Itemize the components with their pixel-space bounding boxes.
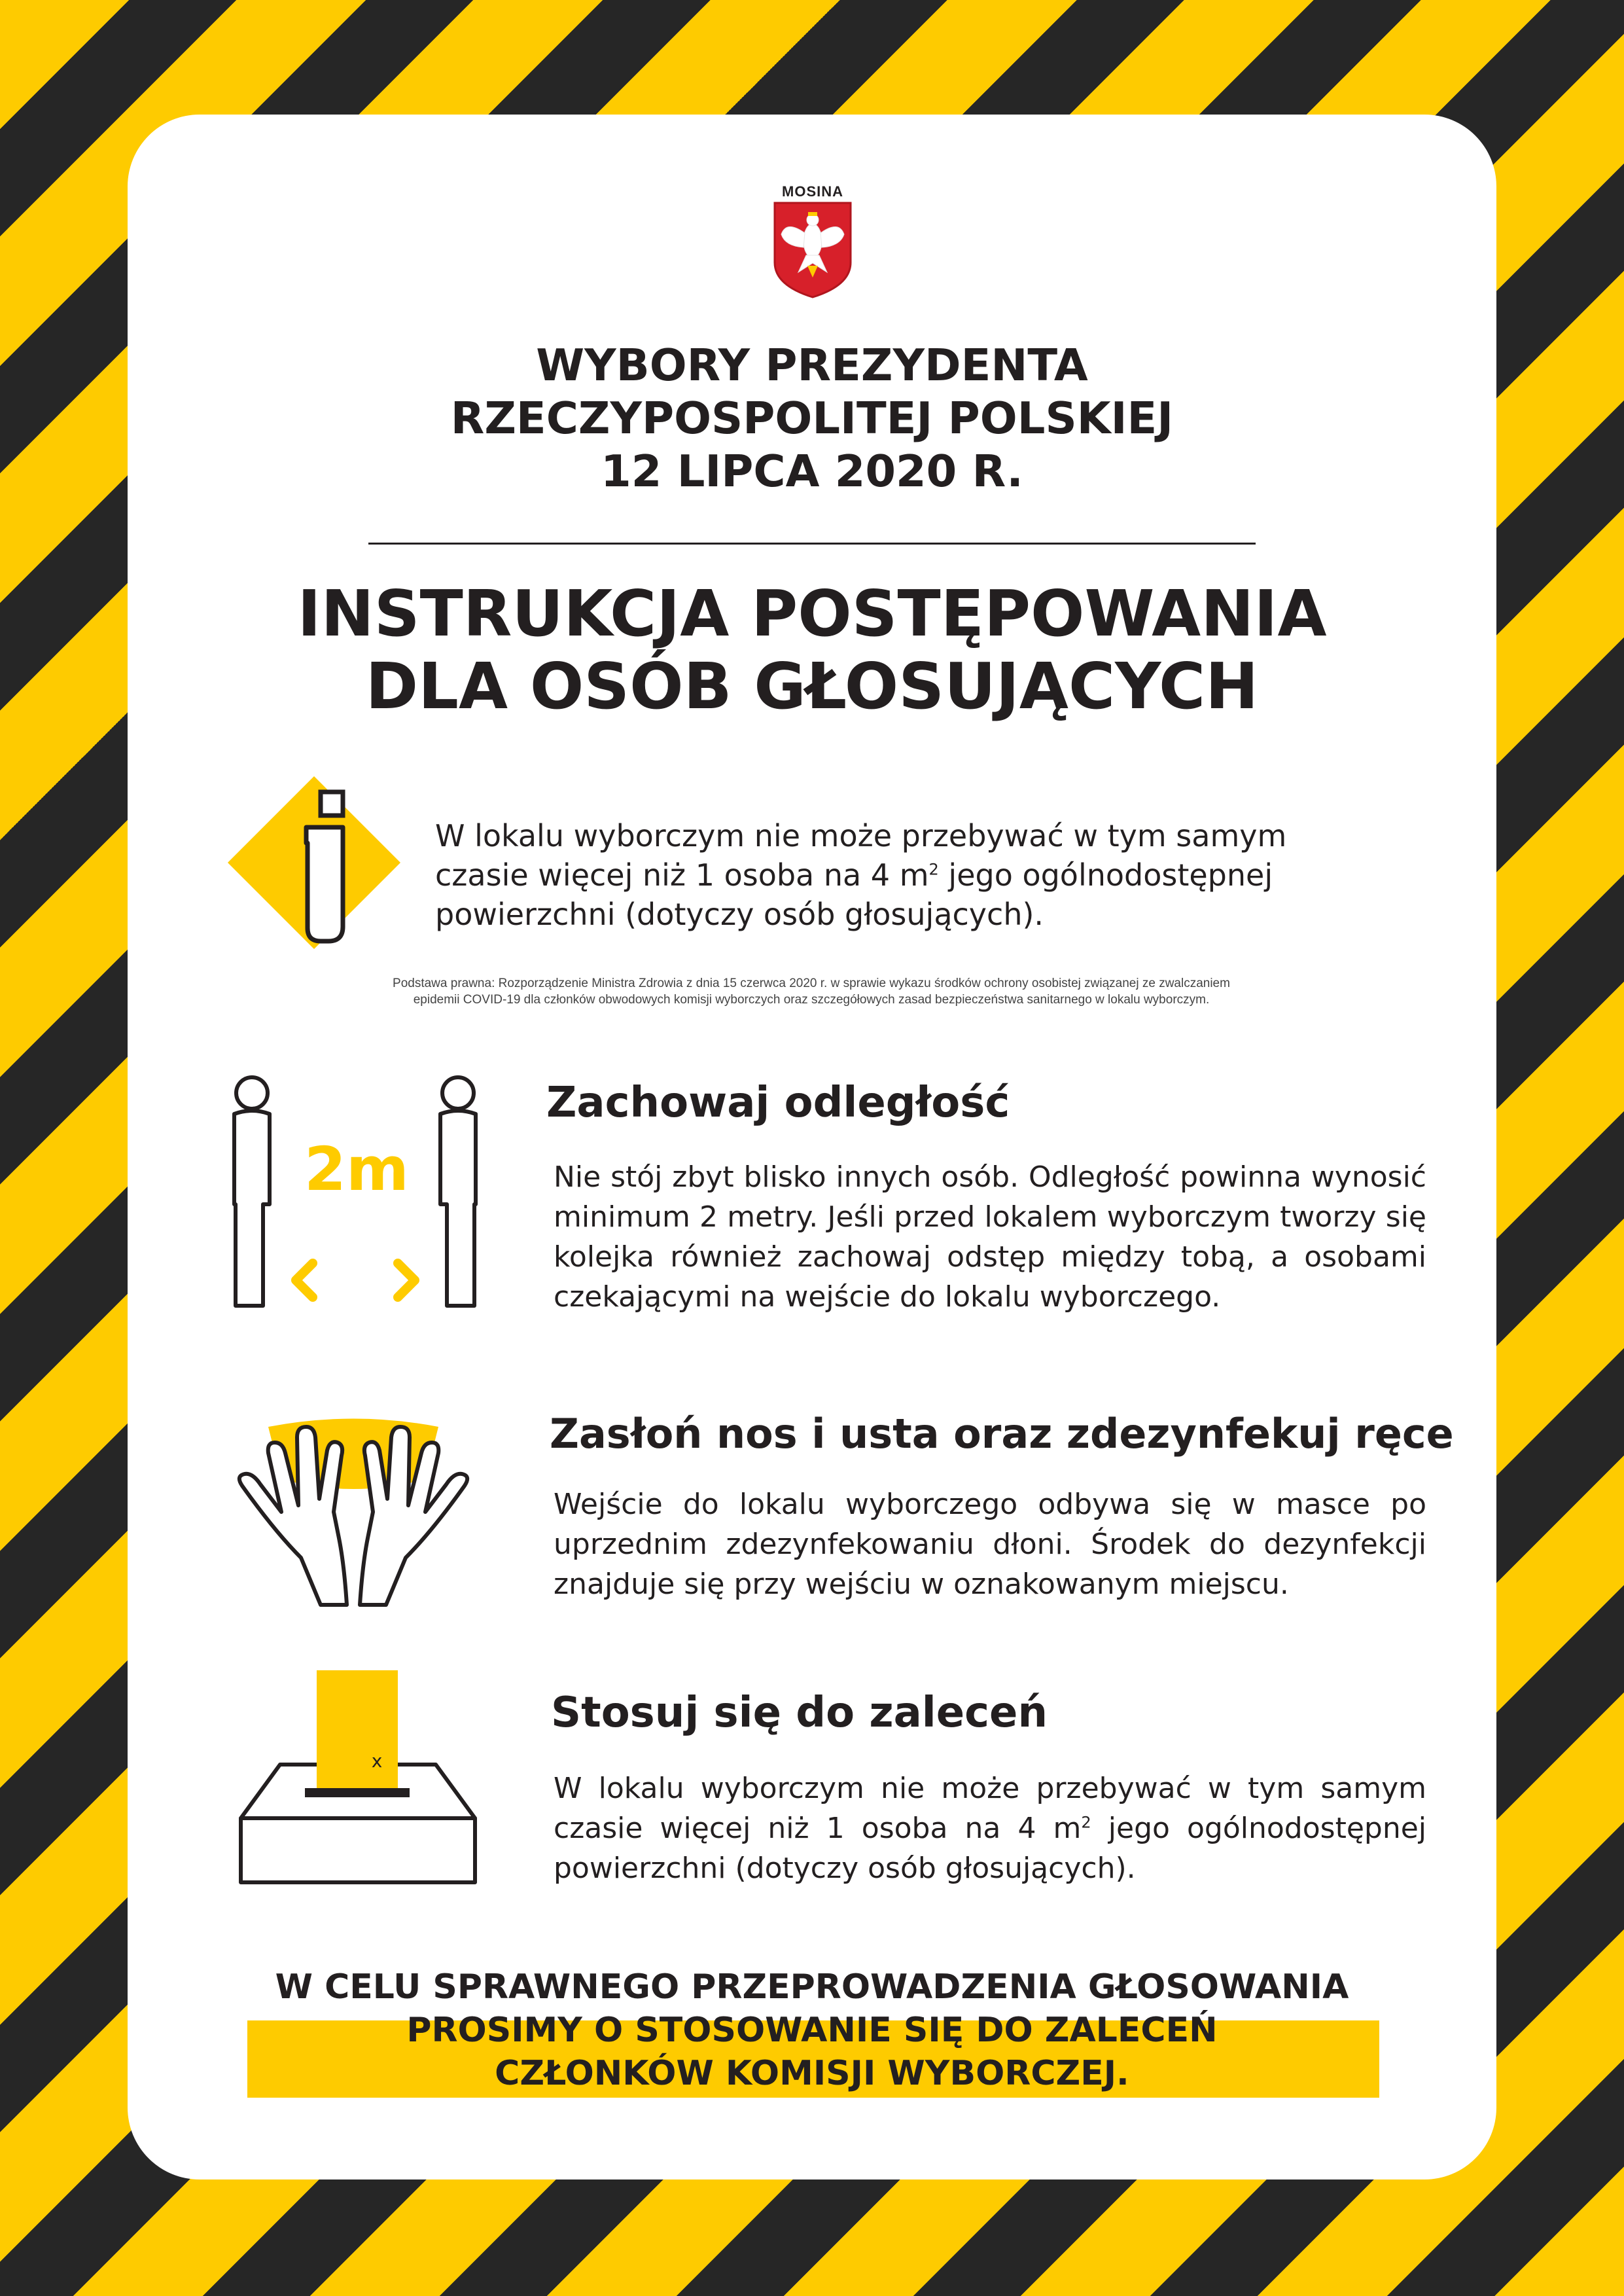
election-title-line: RZECZYPOSPOLITEJ POLSKIEJ bbox=[450, 393, 1174, 444]
info-text-sup: 2 bbox=[928, 860, 939, 879]
instruction-title-line: DLA OSÓB GŁOSUJĄCYCH bbox=[365, 649, 1259, 723]
section-title: Zachowaj odległość bbox=[546, 1079, 1010, 1127]
section-title: Zasłoń nos i usta oraz zdezynfekuj ręce bbox=[550, 1410, 1454, 1458]
section-body: Wejście do lokalu wyborczego odbywa się w masce po uprzednim zdezynfekowaniu dłoni. Środek do dezynfekcji znajduje się przy wejściu w oznakowanym miejscu. bbox=[554, 1488, 1426, 1601]
info-icon bbox=[222, 771, 406, 954]
two-people-distance-icon bbox=[222, 1073, 484, 1316]
section-body bbox=[554, 1768, 1426, 1888]
section-body-sup: 2 bbox=[1081, 1813, 1091, 1832]
mosina-crest bbox=[772, 183, 853, 301]
mosina-coat-of-arms-icon bbox=[772, 200, 853, 298]
election-date-line: 12 LIPCA 2020 R. bbox=[601, 446, 1023, 497]
instruction-title bbox=[158, 577, 1466, 723]
hands-mask-icon bbox=[229, 1414, 478, 1610]
closing-line: W CELU SPRAWNEGO PRZEPROWADZENIA GŁOSOWANIA bbox=[275, 1967, 1349, 2007]
info-text-end: jego ogólnodostępnej powierzchni (dotyczy osób głosujących). bbox=[435, 857, 1273, 932]
legal-basis bbox=[288, 975, 1335, 1008]
election-title bbox=[158, 339, 1466, 498]
section-body-main: W lokalu wyborczym nie może przebywać w tym samym czasie więcej niż 1 osoba na 4 m bbox=[554, 1772, 1426, 1845]
closing-line: PROSIMY O STOSOWANIE SIĘ DO ZALECEŃ bbox=[406, 2011, 1218, 2050]
legal-basis-line: epidemii COVID-19 dla członków obwodowych komisji wyborczych oraz szczegółowych zasad bezpieczeństwa sanitarnego w lokalu wyborczym. bbox=[413, 993, 1210, 1007]
election-title-line: WYBORY PREZYDENTA bbox=[536, 340, 1088, 391]
closing-line: CZŁONKÓW KOMISJI WYBORCZEJ. bbox=[495, 2054, 1129, 2093]
info-text bbox=[435, 816, 1351, 934]
distance-label: 2m bbox=[304, 1134, 409, 1204]
legal-basis-line: Podstawa prawna: Rozporządzenie Ministra Zdrowia z dnia 15 czerwca 2020 r. w sprawie wykazu środków ochrony osobistej związanej ze zwalczaniem bbox=[393, 977, 1230, 990]
ballot-box-icon bbox=[237, 1670, 479, 1886]
instruction-title-line: INSTRUKCJA POSTĘPOWANIA bbox=[297, 577, 1327, 651]
section-title: Stosuj się do zaleceń bbox=[551, 1689, 1048, 1737]
section-body-end: jego ogólnodostępnej powierzchni (dotyczy osób głosujących). bbox=[554, 1812, 1427, 1885]
closing-message bbox=[158, 1965, 1466, 2095]
info-text-main: W lokalu wyborczym nie może przebywać w tym samym czasie więcej niż 1 osoba na 4 m bbox=[435, 818, 1287, 893]
ballot-mark: x bbox=[371, 1750, 383, 1772]
divider bbox=[368, 543, 1256, 545]
crest-name: MOSINA bbox=[782, 183, 843, 200]
section-body: Nie stój zbyt blisko innych osób. Odległość powinna wynosić minimum 2 metry. Jeśli przed lokalem wyborczym tworzy się kolejka również zachowaj odstęp między tobą, a osobami czekającymi na wejście do lokalu wyborczego. bbox=[554, 1160, 1426, 1314]
